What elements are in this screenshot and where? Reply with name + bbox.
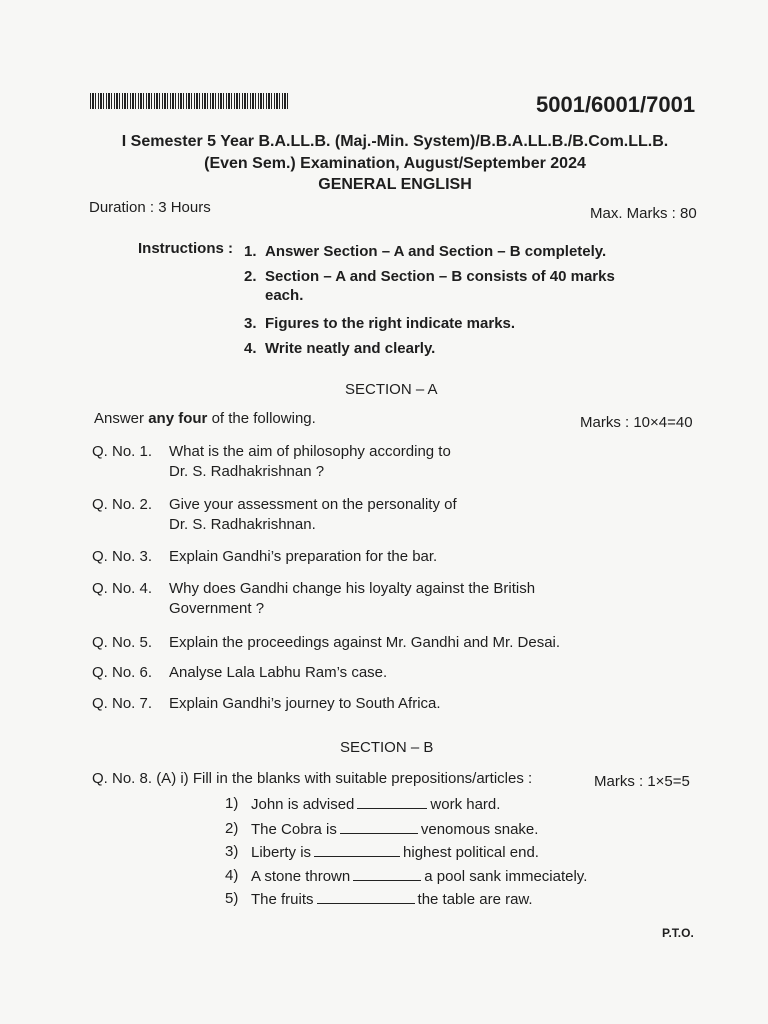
fill-number: 4) xyxy=(225,867,239,884)
fill-number: 3) xyxy=(225,843,239,860)
instruction-number: 4. xyxy=(244,340,257,357)
instruction-text: Section – A and Section – B consists of 40 marks xyxy=(265,268,615,285)
blank-line xyxy=(314,843,400,857)
max-marks: Max. Marks : 80 xyxy=(590,205,697,222)
instruction-number: 1. xyxy=(244,243,257,260)
fill-number: 1) xyxy=(225,795,239,812)
exam-title-line1: I Semester 5 Year B.A.LL.B. (Maj.-Min. System)/B.B.A.LL.B./B.Com.LL.B. xyxy=(121,133,669,150)
blank-line xyxy=(353,867,421,881)
fill-sentence: The Cobra is venomous snake. xyxy=(251,821,539,838)
instruction-text: Figures to the right indicate marks. xyxy=(265,315,516,332)
instruction-text-cont: each. xyxy=(265,287,304,304)
directive-suffix: of the following. xyxy=(211,410,316,427)
blank-line xyxy=(317,890,415,904)
instructions-label: Instructions : xyxy=(138,240,234,257)
section-b-marks: Marks : 1×5=5 xyxy=(594,773,690,790)
question-number: Q. No. 3. xyxy=(92,548,153,565)
question-number: Q. No. 5. xyxy=(92,634,153,651)
question-text: Analyse Lala Labhu Ram’s case. xyxy=(169,664,388,681)
question-text: What is the aim of philosophy according to xyxy=(169,443,451,460)
question-text-cont: Dr. S. Radhakrishnan. xyxy=(169,516,316,533)
instruction-number: 2. xyxy=(244,268,257,285)
question-number: Q. No. 2. xyxy=(92,496,153,513)
question-number: Q. No. 6. xyxy=(92,664,153,681)
question-text-cont: Dr. S. Radhakrishnan ? xyxy=(169,463,325,480)
barcode xyxy=(90,93,290,109)
fill-sentence: A stone thrown a pool sank immeciately. xyxy=(251,868,588,885)
section-a-marks: Marks : 10×4=40 xyxy=(580,414,693,431)
fill-sentence: Liberty is highest political end. xyxy=(251,844,539,861)
subject-title: GENERAL ENGLISH xyxy=(318,176,472,193)
section-b-heading: SECTION – B xyxy=(340,739,434,756)
fill-sentence: The fruits the table are raw. xyxy=(251,891,533,908)
blank-line xyxy=(357,795,427,809)
question-text: Why does Gandhi change his loyalty against the British xyxy=(169,580,536,597)
question-number: Q. No. 7. xyxy=(92,695,153,712)
instruction-text: Write neatly and clearly. xyxy=(265,340,436,357)
instruction-text: Answer Section – A and Section – B completely. xyxy=(265,243,607,260)
section-a-heading: SECTION – A xyxy=(345,381,438,398)
fill-number: 5) xyxy=(225,890,239,907)
question-text: Explain Gandhi’s preparation for the bar. xyxy=(169,548,438,565)
question-text: Explain the proceedings against Mr. Gandhi and Mr. Desai. xyxy=(169,634,561,651)
fill-number: 2) xyxy=(225,820,239,837)
question-text-cont: Government ? xyxy=(169,600,265,617)
question-number: Q. No. 4. xyxy=(92,580,153,597)
question-8-label: Q. No. 8. (A) i) Fill in the blanks with suitable prepositions/articles : xyxy=(92,770,533,787)
paper-code: 5001/6001/7001 xyxy=(536,92,696,117)
exam-title-line2: (Even Sem.) Examination, August/September 2024 xyxy=(204,155,586,172)
instruction-number: 3. xyxy=(244,315,257,332)
fill-sentence: John is advised work hard. xyxy=(251,796,501,813)
page-turn-note: P.T.O. xyxy=(662,926,694,940)
section-a-directive xyxy=(94,410,316,427)
question-number: Q. No. 1. xyxy=(92,443,153,460)
directive-emphasis: any four xyxy=(148,410,208,427)
duration: Duration : 3 Hours xyxy=(89,199,211,216)
question-text: Give your assessment on the personality of xyxy=(169,496,457,513)
question-text: Explain Gandhi’s journey to South Africa. xyxy=(169,695,441,712)
blank-line xyxy=(340,820,418,834)
directive-prefix: Answer xyxy=(94,410,145,427)
